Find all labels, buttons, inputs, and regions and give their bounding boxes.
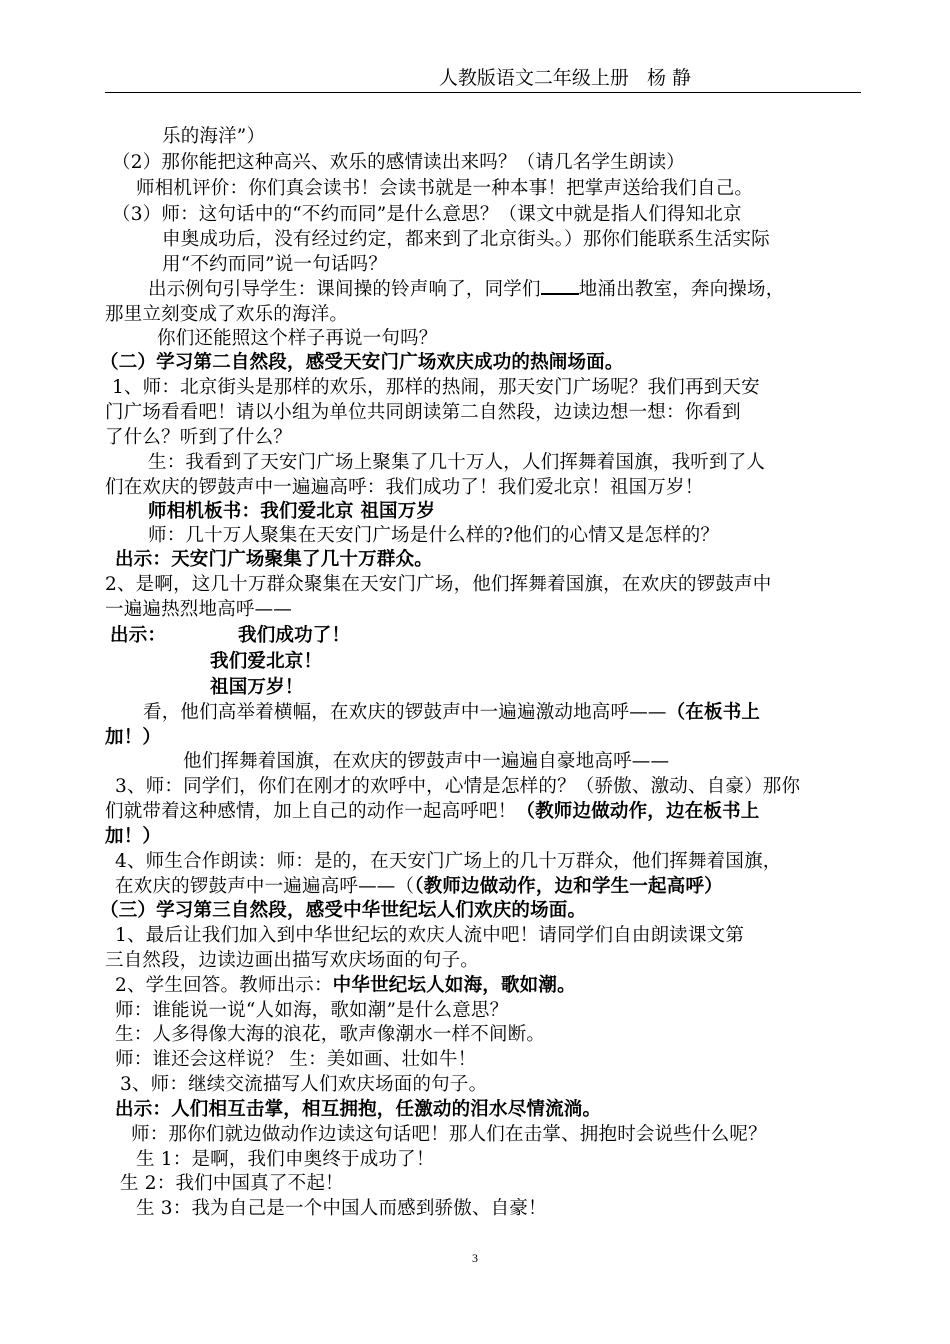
text-line: （2）那你能把这种高兴、欢乐的感情读出来吗？（请几名学生朗读） <box>112 152 685 173</box>
text-line: 申奥成功后，没有经过约定，都来到了北京街头。）那你们能联系生活实际 <box>162 229 770 250</box>
text-segment: （教师边做动作，边和学生一起高呼） <box>414 876 723 897</box>
page-number: 3 <box>472 1251 478 1265</box>
text-line: 4、师生合作朗读：师：是的，在天安门广场上的几十万群众，他们挥舞着国旗， <box>115 851 782 872</box>
text-line: 出示： <box>110 625 167 646</box>
text-line: 师相机板书：我们爱北京 祖国万岁 <box>148 501 436 522</box>
text-line: 加！） <box>105 727 162 748</box>
text-line: 生：我看到了天安门广场上聚集了几十万人，人们挥舞着国旗，我听到了人 <box>148 452 766 473</box>
text-line <box>115 874 723 899</box>
text-line: 三自然段，边读边画出描写欢庆场面的句子。 <box>105 950 480 971</box>
text-line: 师：谁能说一说“人如海，歌如潮”是什么意思？ <box>115 1000 509 1021</box>
text-line: 乐的海洋”） <box>162 126 266 147</box>
text-line <box>148 277 784 302</box>
text-line: （3）师：这句话中的“不约而同”是什么意思？（课文中就是指人们得知北京 <box>112 204 742 225</box>
text-line: 他们挥舞着国旗，在欢庆的锣鼓声中一遍遍自豪地高呼—— <box>183 751 670 772</box>
text-line: 3、师：同学们，你们在刚才的欢呼中，心情是怎样的？（骄傲、激动、自豪）那你 <box>115 776 801 797</box>
text-line: 生：人多得像大海的浪花，歌声像潮水一样不间断。 <box>115 1024 546 1045</box>
text-line: 一遍遍热烈地高呼—— <box>105 599 293 620</box>
fill-in-blank <box>541 277 579 295</box>
text-line: 我们成功了！ <box>238 625 351 646</box>
section-heading: （三）学习第三自然段，感受中华世纪坛人们欢庆的场面。 <box>100 900 587 921</box>
text-line: 用“不约而同”说一句话吗？ <box>162 254 388 275</box>
text-line: 你们还能照这个样子再说一句吗？ <box>157 328 438 349</box>
text-segment: 2、学生回答。教师出示： <box>115 975 333 996</box>
text-line: 师：那你们就边做动作边读这句话吧！那人们在击掌、拥抱时会说些什么呢？ <box>131 1124 767 1145</box>
text-line: 2、是啊，这几十万群众聚集在天安门广场，他们挥舞着国旗，在欢庆的锣鼓声中 <box>105 574 772 595</box>
header-title: 人教版语文二年级上册 杨 静 <box>438 67 691 89</box>
text-line: 1、最后让我们加入到中华世纪坛的欢庆人流中吧！请同学们自由朗读课文第 <box>115 925 745 946</box>
text-segment: 在欢庆的锣鼓声中一遍遍高呼——（ <box>115 876 415 897</box>
text-line: 我们爱北京！ <box>210 651 323 672</box>
text-line: 出示：天安门广场聚集了几十万群众。 <box>115 549 433 570</box>
text-segment: （在板书上 <box>666 702 761 723</box>
text-line <box>105 799 760 824</box>
text-line: 师：谁还会这样说？ 生：美如画、壮如牛！ <box>115 1049 477 1070</box>
text-line: 了什么？听到了什么？ <box>105 427 293 448</box>
text-line: 门广场看看吧！请以小组为单位共同朗读第二自然段，边读边想一想：你看到 <box>105 402 741 423</box>
text-segment: 看，他们高举着横幅，在欢庆的锣鼓声中一遍遍激动地高呼—— <box>143 702 667 723</box>
text-line: 师：几十万人聚集在天安门广场是什么样的?他们的心情又是怎样的？ <box>148 525 720 546</box>
text-segment: 们就带着这种感情，加上自己的动作一起高呼吧！ <box>105 801 517 822</box>
text-line: 生 1：是啊，我们申奥终于成功了！ <box>136 1149 435 1170</box>
text-line: 生 2：我们中国真了不起！ <box>120 1173 344 1194</box>
text-segment: （教师边做动作，边在板书上 <box>516 801 760 822</box>
text-segment: 中华世纪坛人如海，歌如潮。 <box>332 975 576 996</box>
text-line: 加！） <box>105 826 162 847</box>
text-line: 师相机评价：你们真会读书！会读书就是一种本事！把掌声送给我们自己。 <box>136 178 754 199</box>
text-line <box>115 973 576 998</box>
text-line: 1、师：北京街头是那样的欢乐，那样的热闹，那天安门广场呢？我们再到天安 <box>112 377 760 398</box>
text-line: 3、师：继续交流描写人们欢庆场面的句子。 <box>120 1074 488 1095</box>
text-line <box>143 700 760 725</box>
text-segment: 地涌出教室，奔向操场， <box>578 279 785 300</box>
page-header <box>105 66 861 93</box>
text-line: 出示：人们相互击掌，相互拥抱，任激动的泪水尽情流淌。 <box>115 1099 602 1120</box>
text-segment: 出示例句引导学生：课间操的铃声响了，同学们 <box>148 279 541 300</box>
text-line: 祖国万岁！ <box>210 677 304 698</box>
text-line: 生 3：我为自己是一个中国人而感到骄傲、自豪！ <box>136 1198 547 1219</box>
section-heading: （二）学习第二自然段，感受天安门广场欢庆成功的热闹场面。 <box>100 352 624 373</box>
text-line: 们在欢庆的锣鼓声中一遍遍高呼：我们成功了！我们爱北京！祖国万岁！ <box>105 477 704 498</box>
text-line: 那里立刻变成了欢乐的海洋。 <box>105 304 349 325</box>
